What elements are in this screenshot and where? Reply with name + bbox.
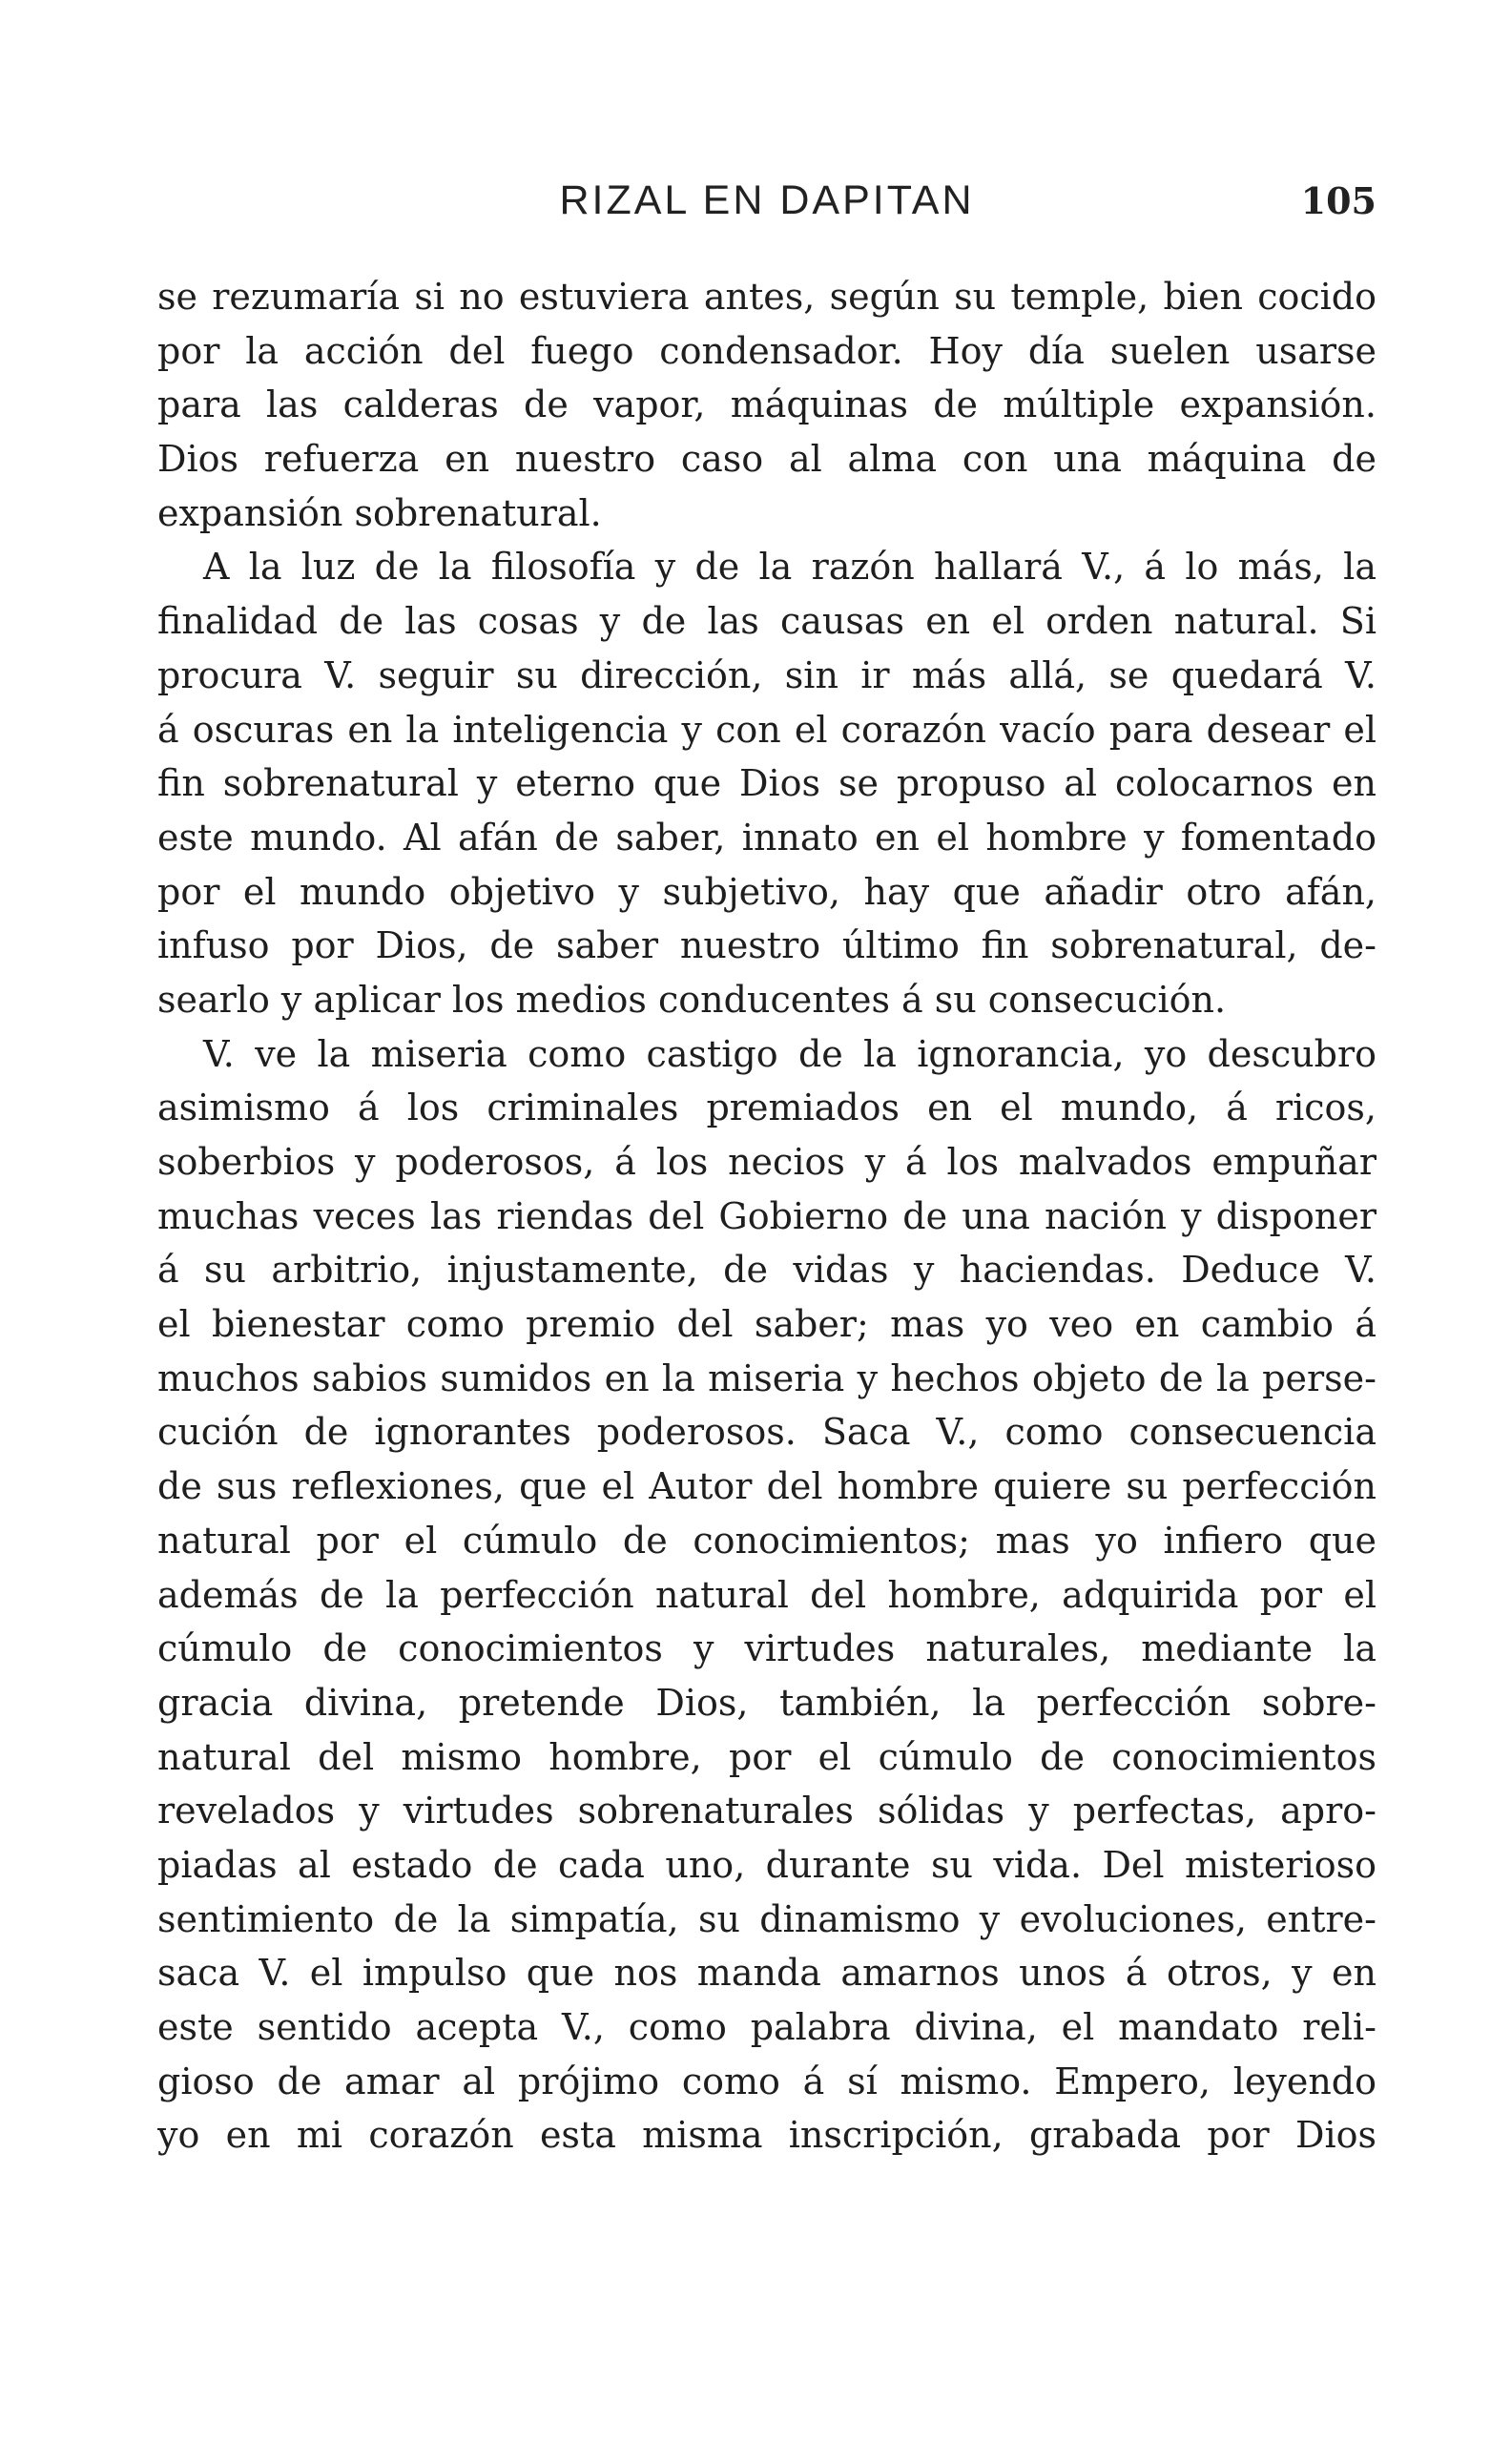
text-line: de sus reflexiones, que el Autor del hombre quiere su perfección bbox=[157, 1465, 1376, 1508]
text-line: natural del mismo hombre, por el cúmulo de conocimientos bbox=[157, 1735, 1376, 1778]
text-line: searlo y aplicar los medios conducentes á su consecución. bbox=[157, 978, 1227, 1021]
text-line: este sentido acepta V., como palabra divina, el mandato reli- bbox=[157, 2006, 1376, 2048]
text-line: soberbios y poderosos, á los necios y á los malvados empuñar bbox=[157, 1141, 1376, 1183]
text-line: V. ve la miseria como castigo de la ignorancia, yo descubro bbox=[203, 1032, 1376, 1075]
text-line: gracia divina, pretende Dios, también, la perfección sobre- bbox=[157, 1681, 1376, 1724]
text-line: A la luz de la filosofía y de la razón hallará V., á lo más, la bbox=[203, 546, 1376, 589]
text-line: además de la perfección natural del hombre, adquirida por el bbox=[157, 1573, 1376, 1616]
running-title: RIZAL EN DAPITAN bbox=[559, 177, 975, 223]
text-line: finalidad de las cosas y de las causas en el orden natural. Si bbox=[157, 600, 1376, 643]
text-line: fin sobrenatural y eterno que Dios se propuso al colocarnos en bbox=[157, 762, 1376, 805]
text-line: piadas al estado de cada uno, durante su vida. Del misterioso bbox=[157, 1843, 1376, 1886]
text-line: el bienestar como premio del saber; mas yo veo en cambio á bbox=[157, 1303, 1376, 1346]
text-line: asimismo á los criminales premiados en el mundo, á ricos, bbox=[157, 1087, 1376, 1129]
text-line: muchos sabios sumidos en la miseria y hechos objeto de la perse- bbox=[157, 1356, 1376, 1399]
text-line: saca V. el impulso que nos manda amarnos unos á otros, y en bbox=[157, 1952, 1376, 1995]
text-line: á oscuras en la inteligencia y con el corazón vacío para desear el bbox=[157, 708, 1376, 751]
text-line: sentimiento de la simpatía, su dinamismo y evoluciones, entre- bbox=[157, 1897, 1376, 1940]
page-number: 105 bbox=[1300, 179, 1376, 222]
text-line: por la acción del fuego condensador. Hoy día suelen usarse bbox=[157, 329, 1376, 372]
text-line: procura V. seguir su dirección, sin ir más allá, se quedará V. bbox=[157, 653, 1376, 696]
text-line: á su arbitrio, injustamente, de vidas y haciendas. Deduce V. bbox=[157, 1249, 1376, 1292]
body-text bbox=[157, 270, 1376, 2163]
text-line: se rezumaría si no estuviera antes, según su temple, bien cocido bbox=[157, 276, 1376, 318]
page-header bbox=[157, 172, 1376, 238]
text-line: cúmulo de conocimientos y virtudes naturales, mediante la bbox=[157, 1627, 1376, 1670]
text-line: muchas veces las riendas del Gobierno de una nación y disponer bbox=[157, 1194, 1376, 1237]
text-line: yo en mi corazón esta misma inscripción, grabada por Dios bbox=[157, 2114, 1376, 2157]
text-line: natural por el cúmulo de conocimientos; mas yo infiero que bbox=[157, 1519, 1376, 1562]
text-line: expansión sobrenatural. bbox=[157, 491, 602, 534]
text-line: este mundo. Al afán de saber, innato en el hombre y fomentado bbox=[157, 816, 1376, 859]
text-line: por el mundo objetivo y subjetivo, hay que añadir otro afán, bbox=[157, 870, 1376, 913]
text-line: Dios refuerza en nuestro caso al alma con una máquina de bbox=[157, 438, 1376, 481]
text-line: para las calderas de vapor, máquinas de múltiple expansión. bbox=[157, 383, 1376, 426]
text-line: cución de ignorantes poderosos. Saca V., como consecuencia bbox=[157, 1411, 1376, 1454]
text-line: gioso de amar al prójimo como á sí mismo. Empero, leyendo bbox=[157, 2060, 1376, 2102]
text-line: revelados y virtudes sobrenaturales sólidas y perfectas, apro- bbox=[157, 1790, 1376, 1832]
text-line: infuso por Dios, de saber nuestro último fin sobrenatural, de- bbox=[157, 924, 1376, 967]
